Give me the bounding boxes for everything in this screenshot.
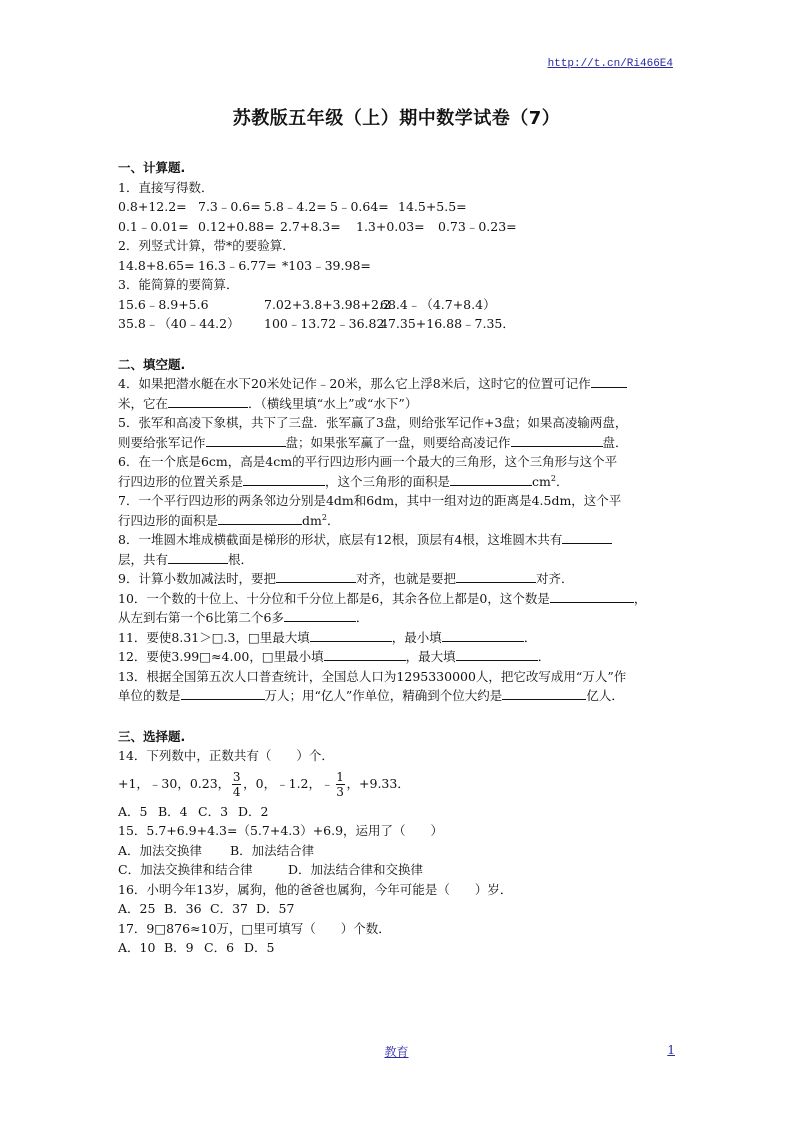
fraction-three-quarters xyxy=(232,771,241,798)
answer-blank[interactable] xyxy=(550,590,634,603)
q10-text: ， xyxy=(633,590,647,606)
expr: 7.02+3.8+3.98+2.2 xyxy=(264,296,391,312)
option-b[interactable]: B．加法结合律 xyxy=(230,842,315,858)
header-url-link[interactable]: http://t.cn/Ri466E4 xyxy=(547,58,673,70)
expr: 0.8+12.2= xyxy=(118,199,187,214)
option-a[interactable]: A．加法交换律 xyxy=(118,842,203,858)
exam-content xyxy=(118,158,678,958)
q8-line-1 xyxy=(118,530,678,550)
q9-text: 对齐，也就是要把 xyxy=(355,571,456,586)
q5-text: 盘． xyxy=(602,434,628,450)
q7-line-1: 7．一个平行四边形的两条邻边分别是4dm和6dm，其中一组对边的距离是4.5dm，这个平 xyxy=(118,493,622,508)
q10-line-2 xyxy=(118,608,678,628)
q8-text: 根． xyxy=(228,551,254,567)
q7-line-2 xyxy=(118,511,678,531)
section-2-heading: 二、填空题. xyxy=(118,356,186,372)
answer-blank[interactable] xyxy=(456,570,536,583)
answer-blank[interactable] xyxy=(562,531,612,544)
q5-line-1: 5．张军和高凌下象棋，共下了三盘．张军赢了3盘，则给张军记作+3盘；如果高凌输两盘， xyxy=(118,415,628,430)
q15-options-1 xyxy=(118,841,678,861)
expr: 100﹣13.72﹣36.82 xyxy=(264,316,385,331)
answer-blank[interactable] xyxy=(310,629,392,642)
answer-blank[interactable] xyxy=(450,473,532,486)
q14-numbers xyxy=(118,766,678,802)
q10-text: ． xyxy=(355,610,369,625)
expr: 16.3﹣6.77= xyxy=(198,257,277,273)
q15-options-2 xyxy=(118,860,678,880)
fraction-one-third xyxy=(336,771,345,798)
q16-options xyxy=(118,899,678,919)
option-c[interactable]: C．6 xyxy=(204,940,235,955)
q16-title: 16．小明今年13岁，属狗，他的爸爸也属狗，今年可能是（ ）岁． xyxy=(118,881,513,897)
answer-blank[interactable] xyxy=(284,609,356,622)
q14-title: 14．下列数中，正数共有（ ）个． xyxy=(118,748,334,763)
q17-title: 17．9□876≈10万，□里可填写（ ）个数． xyxy=(118,920,391,936)
option-b[interactable]: B．9 xyxy=(164,940,194,955)
q14-text: +1，﹣30，0.23， xyxy=(118,775,231,791)
q4-line-1 xyxy=(118,374,678,394)
expr: 14.8+8.65= xyxy=(118,257,195,273)
q14-options xyxy=(118,802,678,822)
page-number: 1 xyxy=(667,1043,675,1057)
q4-text: ．（横线里填“水上”或“水下”） xyxy=(248,395,418,411)
section-1-heading: 一、计算题. xyxy=(118,160,186,175)
answer-blank[interactable] xyxy=(591,375,627,388)
option-c[interactable]: C．37 xyxy=(210,901,248,916)
q15-title: 15．5.7+6.9+4.3=（5.7+4.3）+6.9，运用了（ ） xyxy=(118,823,444,838)
option-b[interactable]: B．4 xyxy=(158,803,188,819)
answer-blank[interactable] xyxy=(442,629,524,642)
fraction-numerator: 1 xyxy=(336,769,344,784)
option-a[interactable]: A．10 xyxy=(118,940,156,955)
q9-line xyxy=(118,569,678,589)
expr: 2.7+8.3= xyxy=(280,218,341,234)
option-c[interactable]: C．3 xyxy=(198,803,229,819)
q3-row-1 xyxy=(118,295,678,315)
q11-text: 11．要使8.31＞□.3，□里最大填 xyxy=(118,629,310,645)
q4-text: 米，它在 xyxy=(118,395,169,411)
expr: 47.35+16.88﹣7.35． xyxy=(380,316,515,331)
q7-unit: dm xyxy=(302,512,322,528)
option-a[interactable]: A．5 xyxy=(118,803,148,819)
q6-text: ，这个三角形的面积是 xyxy=(325,473,451,489)
answer-blank[interactable] xyxy=(243,473,325,486)
q6-line-1: 6．在一个底是6cm，高是4cm的平行四边形内画一个最大的三角形，这个三角形与这个平 xyxy=(118,454,618,469)
q6-unit-exponent: 2 xyxy=(550,473,556,483)
q4-text: 4．如果把潜水艇在水下20米处记作﹣20米，那么它上浮8米后，这时它的位置可记作 xyxy=(118,376,591,391)
expr: 7.3﹣0.6= xyxy=(198,199,261,214)
q11-line xyxy=(118,628,678,648)
q11-text: ． xyxy=(523,629,537,645)
q13-line-1: 13．根据全国第五次人口普查统计，全国总人口为1295330000人，把它改写成用“万人”作 xyxy=(118,668,627,684)
q9-text: 9．计算小数加减法时，要把 xyxy=(118,571,276,586)
q8-text: 层，共有 xyxy=(118,551,169,567)
q10-text: 10．一个数的十位上、十分位和千分位上都是6，其余各位上都是0，这个数是 xyxy=(118,590,550,606)
q9-text: 对齐． xyxy=(535,571,574,586)
answer-blank[interactable] xyxy=(324,648,406,661)
q14-text: ，0，﹣1.2，﹣ xyxy=(243,775,334,791)
expr: *103﹣39.98= xyxy=(282,257,371,273)
fraction-denominator: 3 xyxy=(336,784,344,799)
q3-title: 3．能简算的要简算． xyxy=(118,277,239,292)
q10-text: 从左到右第一个6比第二个6多 xyxy=(118,610,284,625)
q5-text: 则要给张军记作 xyxy=(118,434,206,450)
q1-row-1 xyxy=(118,197,678,217)
q7-text: 行四边形的面积是 xyxy=(118,512,219,528)
option-c[interactable]: C．加法交换律和结合律 xyxy=(118,862,253,877)
option-d[interactable]: D．2 xyxy=(238,803,269,819)
expr: 5.8﹣4.2= xyxy=(264,199,327,214)
answer-blank[interactable] xyxy=(168,551,228,564)
q12-text: ． xyxy=(537,649,551,664)
q7-unit-exponent: 2 xyxy=(321,512,327,522)
q8-text: 8．一堆圆木堆成横截面是梯形的形状，底层有12根，顶层有4根，这堆圆木共有 xyxy=(118,532,563,547)
expr: 14.5+5.5= xyxy=(398,199,467,214)
answer-blank[interactable] xyxy=(276,570,356,583)
q6-line-2 xyxy=(118,472,678,492)
q6-text: 行四边形的位置关系是 xyxy=(118,473,244,489)
answer-blank[interactable] xyxy=(502,687,586,700)
q7-text: ． xyxy=(326,512,340,528)
answer-blank[interactable] xyxy=(181,687,265,700)
option-d[interactable]: D．57 xyxy=(256,901,295,916)
expr: 5﹣0.64= xyxy=(330,199,389,214)
expr: 0.12+0.88= xyxy=(198,218,275,234)
q14-text: ，+9.33． xyxy=(346,775,410,791)
answer-blank[interactable] xyxy=(218,512,302,525)
q13-text: 万人；用“亿人”作单位，精确到个位大约是 xyxy=(264,688,503,703)
expr: 35.8﹣（40﹣44.2） xyxy=(118,316,240,331)
option-d[interactable]: D．5 xyxy=(244,940,275,955)
q13-text: 亿人． xyxy=(586,688,624,703)
expr: 15.6﹣8.9+5.6 xyxy=(118,296,209,312)
q5-line-2 xyxy=(118,433,678,453)
q8-line-2 xyxy=(118,550,678,570)
q12-text: ，最大填 xyxy=(405,649,456,664)
option-d[interactable]: D．加法结合律和交换律 xyxy=(288,862,424,877)
section-3-heading: 三、选择题. xyxy=(118,728,186,744)
q4-line-2 xyxy=(118,394,678,414)
answer-blank[interactable] xyxy=(168,395,248,408)
expr: 0.1﹣0.01= xyxy=(118,218,189,234)
option-a[interactable]: A．25 xyxy=(118,901,156,916)
q1-row-2 xyxy=(118,217,678,237)
q13-text: 单位的数是 xyxy=(118,688,181,703)
q3-row-2 xyxy=(118,314,678,334)
fraction-denominator: 4 xyxy=(232,784,241,799)
q13-line-2 xyxy=(118,686,678,706)
q1-title: 1．直接写得数． xyxy=(118,179,214,195)
q11-text: ，最小填 xyxy=(391,629,442,645)
answer-blank[interactable] xyxy=(511,434,603,447)
q2-title: 2．列竖式计算，带*的要验算． xyxy=(118,238,295,253)
q5-text: 盘；如果张军赢了一盘，则要给高凌记作 xyxy=(285,434,511,450)
q10-line-1 xyxy=(118,589,678,609)
answer-blank[interactable] xyxy=(206,434,286,447)
expr: 0.73﹣0.23= xyxy=(438,218,517,234)
q6-unit: cm xyxy=(532,473,551,489)
answer-blank[interactable] xyxy=(456,648,538,661)
footer-link[interactable]: 教育 xyxy=(384,1045,409,1059)
expr: 68.4﹣（4.7+8.4） xyxy=(380,296,496,312)
exam-title: 苏教版五年级（上）期中数学试卷（7） xyxy=(232,108,561,129)
q12-text: 12．要使3.99□≈4.00，□里最小填 xyxy=(118,649,324,664)
expr: 1.3+0.03= xyxy=(356,218,425,234)
q6-text: ． xyxy=(555,473,569,489)
q12-line xyxy=(118,647,678,667)
fraction-numerator: 3 xyxy=(232,769,241,784)
option-b[interactable]: B．36 xyxy=(164,901,202,916)
q2-row xyxy=(118,256,678,276)
q17-options xyxy=(118,938,678,958)
